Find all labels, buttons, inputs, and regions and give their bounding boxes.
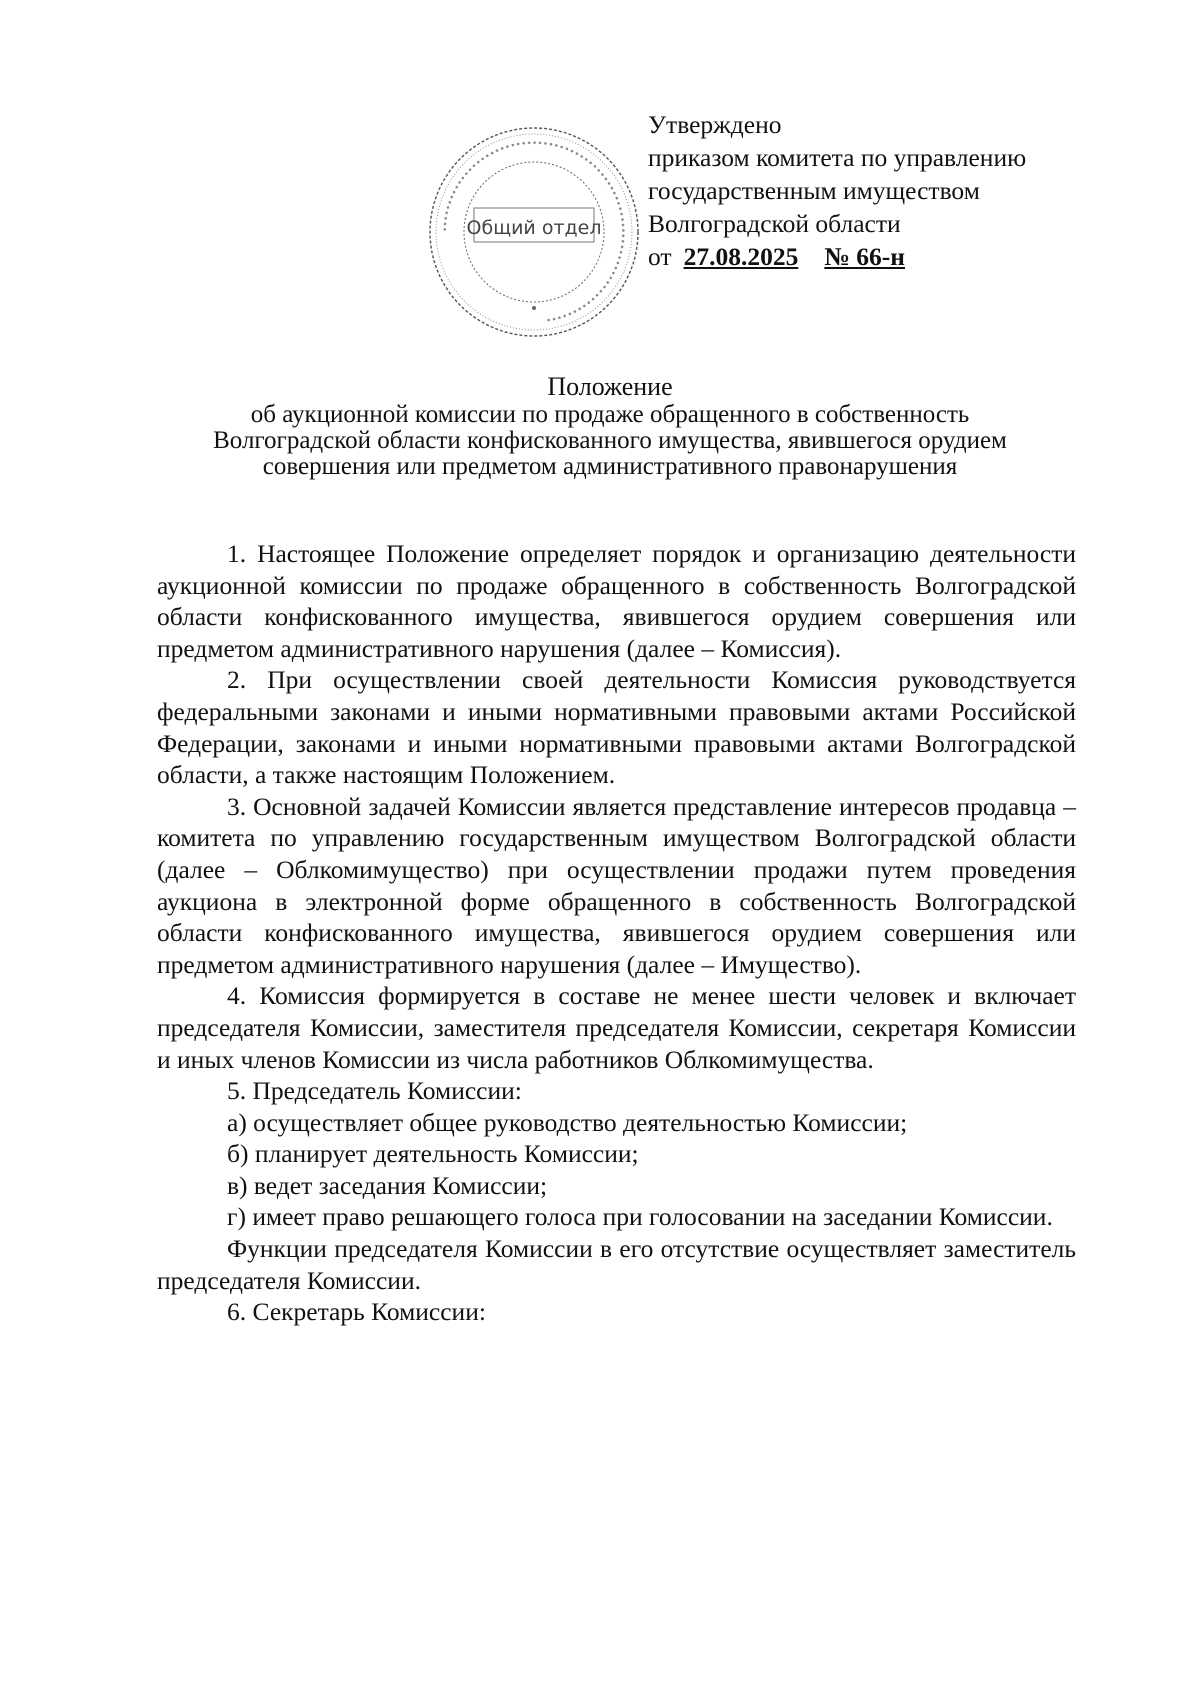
paragraph-4: 4. Комиссия формируется в составе не менее шести человек и включает председателя Комиссии, заместителя председателя Комиссии, секретаря Комиссии и иных членов Комиссии из числа работников Облкомимущества.: [157, 981, 1076, 1074]
paragraph-5d: г) имеет право решающего голоса при голосовании на заседании Комиссии.: [227, 1202, 1053, 1232]
stamp-label: Общий отдел: [466, 217, 602, 239]
svg-text:••••••••••••••••••••••••••••••: ••••••••••••••••••••••••••••••••••••••••••••••••••••••••••••••••••••••••••: [440, 138, 628, 325]
approval-date-line: [648, 240, 1108, 273]
office-stamp: [424, 122, 644, 342]
paragraph-5c: в) ведет заседания Комиссии;: [227, 1170, 548, 1200]
paragraph-6: 6. Секретарь Комиссии:: [227, 1297, 486, 1327]
title-heading: Положение: [547, 372, 673, 401]
approval-line-1: Утверждено: [648, 110, 782, 139]
approval-from: от: [648, 242, 672, 271]
paragraph-3: 3. Основной задачей Комиссии является представление интересов продавца – комитета по управлению государственным имуществом Волгоградской области (далее – Облкомимущество) при осуществлении продажи путем проведения аукциона в электронной форме обращенного в собственность Волгоградской области конфискованного имущества, явившегося орудием совершения или предметом административного нарушения (далее – Имущество).: [157, 791, 1076, 979]
paragraph-1: 1. Настоящее Положение определяет порядок и организацию деятельности аукционной комиссии по продаже обращенного в собственность Волгоградской области конфискованного имущества, явившегося орудием совершения или предметом административного нарушения (далее – Комиссия).: [157, 539, 1076, 663]
paragraph-2: 2. При осуществлении своей деятельности Комиссия руководствуется федеральными законами и иными нормативными правовыми актами Российской Федерации, законами и иными нормативными правовыми актами Волгоградской области, а также настоящим Положением.: [157, 665, 1076, 790]
document-body: [157, 538, 1076, 1328]
approval-line-3: государственным имуществом: [648, 176, 980, 205]
approval-date: 27.08.2025: [683, 242, 799, 271]
title-line-3: совершения или предметом административного правонарушения: [262, 453, 958, 480]
paragraph-5: 5. Председатель Комиссии:: [227, 1076, 522, 1106]
approval-line-2: приказом комитета по управлению: [648, 143, 1027, 172]
approval-number: № 66-н: [824, 242, 905, 271]
title-line-1: об аукционной комиссии по продаже обращенного в собственность: [250, 401, 970, 428]
approval-block: [648, 108, 1108, 273]
paragraph-5b: б) планирует деятельность Комиссии;: [227, 1139, 639, 1169]
paragraph-5e: Функции председателя Комиссии в его отсутствие осуществляет заместитель председателя Комиссии.: [157, 1234, 1076, 1295]
paragraph-5a: а) осуществляет общее руководство деятельностью Комиссии;: [227, 1107, 908, 1137]
title-line-2: Волгоградской области конфискованного имущества, явившегося орудием: [213, 427, 1007, 454]
approval-line-4: Волгоградской области: [648, 209, 901, 238]
document-title: [130, 372, 1090, 480]
